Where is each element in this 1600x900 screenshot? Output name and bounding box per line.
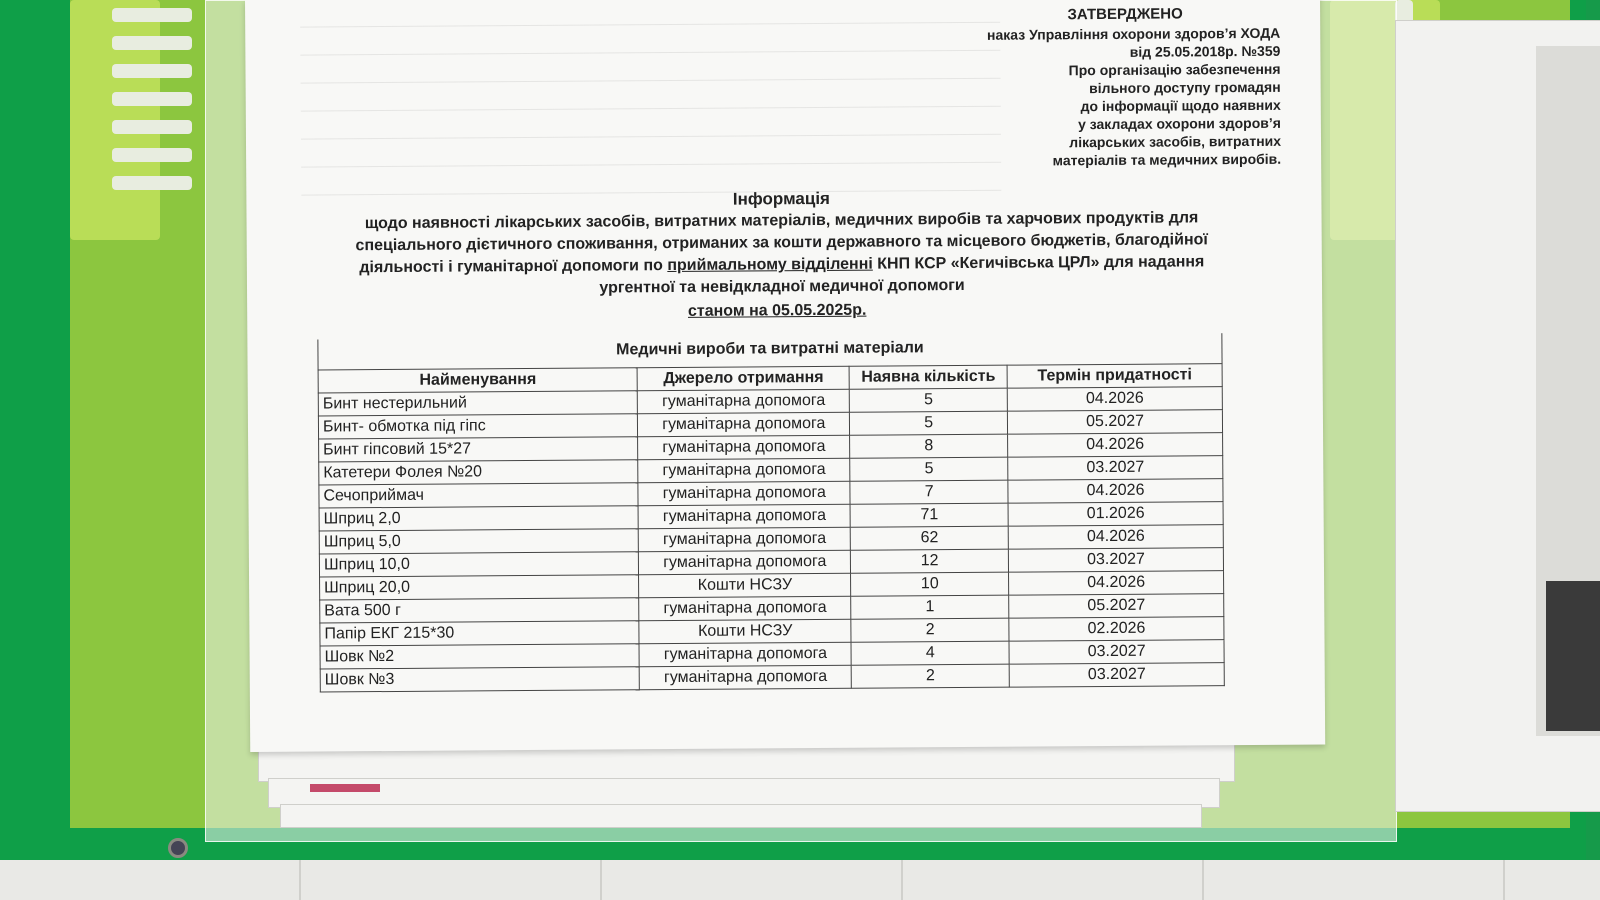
- item-expiry: 04.2026: [1007, 387, 1222, 411]
- approved-line: матеріалів та медичних виробів.: [1052, 150, 1282, 169]
- item-expiry: 05.2027: [1009, 594, 1224, 618]
- item-quantity: 5: [849, 388, 1007, 412]
- item-quantity: 7: [850, 480, 1008, 504]
- column-header-source: Джерело отримання: [637, 366, 849, 390]
- information-sheet: [245, 0, 1325, 752]
- supplies-table-block: [317, 333, 1224, 692]
- right-notice-sheet: [1395, 20, 1600, 812]
- item-expiry: 04.2026: [1009, 571, 1224, 595]
- heading-text: КНП КСР «Кегичівська ЦРЛ» для надання: [872, 253, 1205, 273]
- item-expiry: 03.2027: [1009, 663, 1224, 687]
- item-source: гуманітарна допомога: [638, 389, 850, 413]
- item-name: Бинт гіпсовий 15*27: [319, 437, 639, 462]
- item-name: Шприц 20,0: [320, 575, 640, 600]
- item-quantity: 12: [851, 549, 1009, 573]
- item-quantity: 2: [851, 664, 1009, 688]
- peg: [112, 92, 192, 106]
- item-source: гуманітарна допомога: [639, 550, 851, 574]
- item-name: Шприц 5,0: [319, 529, 639, 554]
- approved-line: вільного доступу громадян: [1089, 78, 1281, 97]
- item-quantity: 4: [851, 641, 1009, 665]
- item-name: Сечоприймач: [319, 483, 639, 508]
- approved-line: лікарських засобів, витратних: [1069, 132, 1282, 151]
- item-name: Бинт- обмотка під гіпс: [318, 414, 638, 439]
- table-body: [318, 387, 1224, 692]
- item-expiry: 03.2027: [1008, 456, 1223, 480]
- approved-line: до інформації щодо наявних: [1080, 96, 1281, 115]
- item-source: гуманітарна допомога: [640, 665, 852, 689]
- right-sheet-dark-block: [1546, 581, 1600, 731]
- item-expiry: 05.2027: [1008, 410, 1223, 434]
- item-name: Шприц 10,0: [319, 552, 639, 577]
- back-sheet: [280, 804, 1202, 828]
- item-expiry: 01.2026: [1008, 502, 1223, 526]
- approved-line: Про організацію забезпечення: [1068, 60, 1281, 79]
- document-title: Інформація: [732, 188, 831, 209]
- heading-line: ургентної та невідкладної медичної допомоги: [599, 276, 965, 297]
- item-name: Шовк №2: [320, 644, 640, 669]
- heading-line: щодо наявності лікарських засобів, витратних матеріалів, медичних виробів та харчових продуктів для: [364, 209, 1199, 233]
- approved-line: наказ Управління охорони здоров’я ХОДА: [986, 24, 1281, 43]
- item-quantity: 5: [850, 457, 1008, 481]
- approval-stamp-block: [910, 5, 1281, 171]
- heading-line: спеціального дієтичного споживання, отриманих за кошти державного та місцевого бюджетів, благодійної: [355, 231, 1208, 255]
- item-source: гуманітарна допомога: [638, 435, 850, 459]
- peg: [112, 176, 192, 190]
- supplies-table: [318, 363, 1225, 692]
- approved-line: у закладах охорони здоров’я: [1077, 114, 1281, 133]
- peg: [112, 36, 192, 50]
- item-expiry: 02.2026: [1009, 617, 1224, 641]
- item-source: гуманітарна допомога: [638, 504, 850, 528]
- as-of-date: станом на 05.05.2025р.: [687, 301, 867, 320]
- approved-title: ЗАТВЕРДЖЕНО: [1067, 5, 1183, 24]
- item-expiry: 03.2027: [1009, 640, 1224, 664]
- peg: [112, 120, 192, 134]
- item-source: гуманітарна допомога: [639, 642, 851, 666]
- item-source: гуманітарна допомога: [638, 412, 850, 436]
- peg: [112, 64, 192, 78]
- item-quantity: 62: [850, 526, 1008, 550]
- item-quantity: 8: [850, 434, 1008, 458]
- screw-icon: [168, 838, 188, 858]
- table-caption: Медичні вироби та витратні матеріали: [317, 333, 1222, 369]
- item-name: Шприц 2,0: [319, 506, 639, 531]
- item-source: гуманітарна допомога: [638, 458, 850, 482]
- column-header-expiry: Термін придатності: [1007, 364, 1222, 388]
- item-expiry: 04.2026: [1008, 525, 1223, 549]
- peg: [112, 8, 192, 22]
- item-expiry: 04.2026: [1008, 433, 1223, 457]
- item-quantity: 71: [850, 503, 1008, 527]
- column-header-name: Найменування: [318, 368, 638, 393]
- item-source: гуманітарна допомога: [639, 596, 851, 620]
- item-name: Катетери Фолея №20: [319, 460, 639, 485]
- item-source: гуманітарна допомога: [638, 481, 850, 505]
- item-name: Вата 500 г: [320, 598, 640, 623]
- table-row: [320, 663, 1224, 692]
- red-mark: [310, 784, 380, 792]
- column-header-quantity: Наявна кількість: [849, 365, 1007, 389]
- item-expiry: 04.2026: [1008, 479, 1223, 503]
- item-quantity: 5: [850, 411, 1008, 435]
- item-name: Бинт нестерильний: [318, 391, 638, 416]
- approved-line: від 25.05.2018р. №359: [1129, 42, 1281, 60]
- department-name: приймальному відділенні: [667, 255, 873, 275]
- item-source: гуманітарна допомога: [639, 527, 851, 551]
- item-name: Папір ЕКГ 215*30: [320, 621, 640, 646]
- item-name: Шовк №3: [320, 667, 640, 692]
- document-heading: [266, 185, 1297, 302]
- peg: [112, 148, 192, 162]
- item-quantity: 2: [851, 618, 1009, 642]
- heading-text: діяльності і гуманітарної допомоги по: [359, 257, 668, 277]
- item-quantity: 1: [851, 595, 1009, 619]
- item-source: Кошти НСЗУ: [639, 573, 851, 597]
- item-expiry: 03.2027: [1009, 548, 1224, 572]
- item-quantity: 10: [851, 572, 1009, 596]
- item-source: Кошти НСЗУ: [639, 619, 851, 643]
- show-through-table: [300, 0, 1001, 190]
